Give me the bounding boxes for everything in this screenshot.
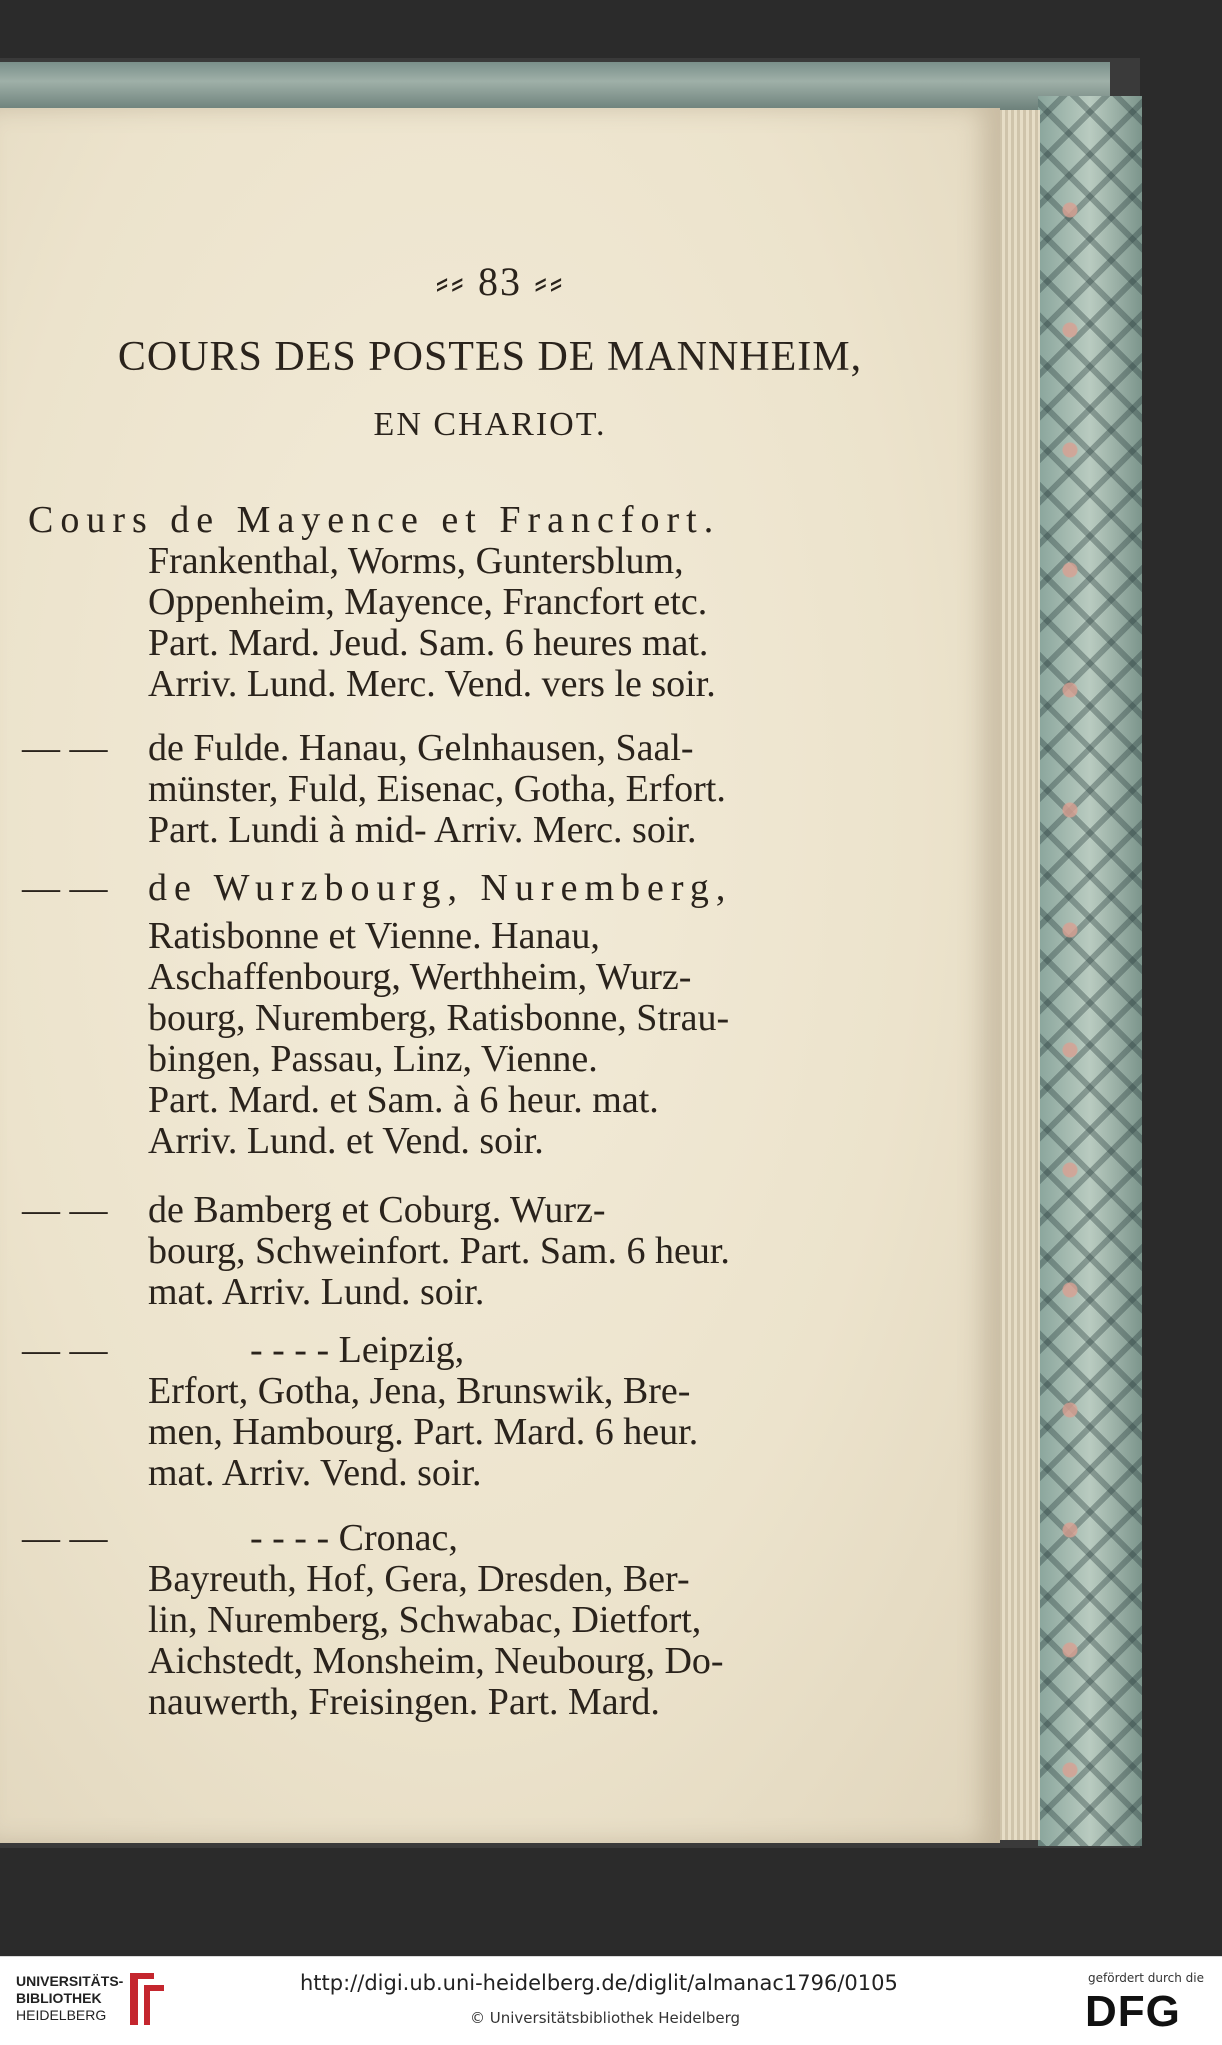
entry-line: Arriv. Lund. et Vend. soir. [148,1120,544,1162]
entry-line: bourg, Schweinfort. Part. Sam. 6 heur. [148,1230,730,1272]
entry-line: Part. Mard. Jeud. Sam. 6 heures mat. [148,622,709,664]
source-url-link[interactable]: http://digi.ub.uni-heidelberg.de/diglit/almanac1796/0105 [300,1971,898,1995]
page-number: ⸗⸗ 83 ⸗⸗ [435,259,565,304]
entry-line: mat. Arriv. Vend. soir. [148,1452,482,1494]
entry-line: - - - - Cronac, [250,1517,458,1559]
library-name-line: UNIVERSITÄTS- [16,1973,124,1989]
entry-line: bingen, Passau, Linz, Vienne. [148,1038,598,1080]
entry-line: bourg, Nuremberg, Ratisbonne, Strau- [148,997,730,1039]
entry-line: nauwerth, Freisingen. Part. Mard. [148,1681,660,1723]
funder-label: gefördert durch die [1088,1971,1204,1985]
copyright-notice: © Universitätsbibliothek Heidelberg [470,2009,741,2027]
entry-line: Part. Lundi à mid- Arriv. Merc. soir. [148,809,697,851]
cover-pattern [1050,150,1090,1830]
page-subtitle: EN CHARIOT. [373,406,607,443]
library-logo-text [16,1973,123,2024]
entry-line: Arriv. Lund. Merc. Vend. vers le soir. [148,663,716,705]
entry-line: Erfort, Gotha, Jena, Brunswik, Bre- [148,1370,691,1412]
entry-line: de Bamberg et Coburg. Wurz- [148,1189,606,1231]
entry-line: Aschaffenbourg, Werthheim, Wurz- [148,956,692,998]
entry-dash: — — [22,1517,108,1559]
entry-line: mat. Arriv. Lund. soir. [148,1271,485,1313]
library-name-line: HEIDELBERG [16,2007,107,2023]
footer-strip [0,1956,1222,2045]
entry-line: men, Hambourg. Part. Mard. 6 heur. [148,1411,699,1453]
entry-dash: — — [22,727,108,769]
entry-line: Frankenthal, Worms, Guntersblum, [148,540,684,582]
library-logo-icon [124,1969,168,2029]
entry-line: münster, Fuld, Eisenac, Gotha, Erfort. [148,768,726,810]
page-title: COURS DES POSTES DE MANNHEIM, [117,334,863,380]
entry-line: Bayreuth, Hof, Gera, Dresden, Ber- [148,1558,690,1600]
library-name-line: BIBLIOTHEK [16,1990,102,2006]
entry-line: de Wurzbourg, Nuremberg, [148,867,733,909]
entry-line: de Fulde. Hanau, Gelnhausen, Saal- [148,727,694,769]
entry-line: Aichstedt, Monsheim, Neubourg, Do- [148,1640,724,1682]
entry-line: - - - - Leipzig, [250,1329,465,1371]
book-top-edge [0,62,1110,110]
entry-line: Ratisbonne et Vienne. Hanau, [148,915,600,957]
entry-dash: — — [22,867,108,909]
entry-dash: — — [22,1189,108,1231]
entry-line: Cours de Mayence et Francfort. [28,499,721,541]
entry-line: lin, Nuremberg, Schwabac, Dietfort, [148,1599,702,1641]
entry-dash: — — [22,1329,108,1371]
dfg-logo: DFG [1085,1987,1181,2036]
entry-line: Oppenheim, Mayence, Francfort etc. [148,581,708,623]
book-page [0,108,1000,1843]
entry-line: Part. Mard. et Sam. à 6 heur. mat. [148,1079,659,1121]
